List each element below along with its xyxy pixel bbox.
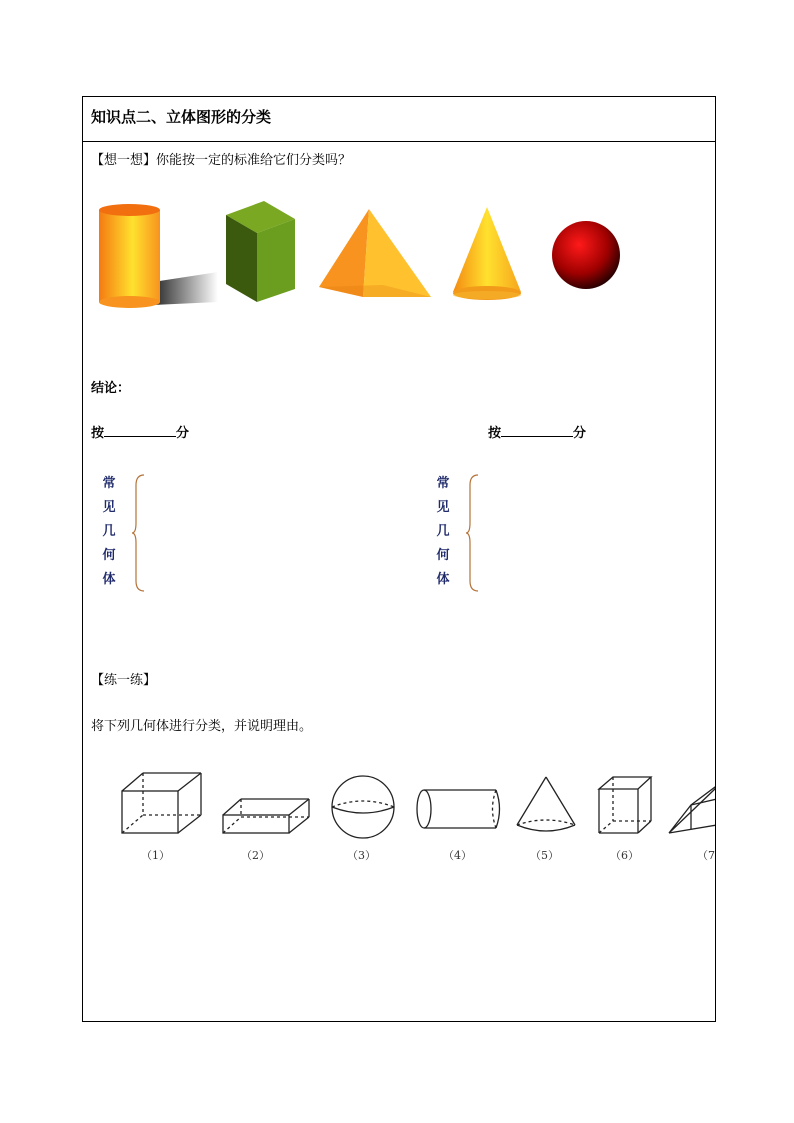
pyramid-icon <box>319 209 431 297</box>
classify-right <box>488 422 586 441</box>
classify-left-suffix: 分 <box>176 426 190 441</box>
solid-label-2: （2） <box>241 849 270 862</box>
solid-label-5: （5） <box>530 849 559 862</box>
vchar: 常 <box>102 476 116 491</box>
cone-icon <box>453 207 521 300</box>
section-title: 知识点二、立体图形的分类 <box>91 108 272 126</box>
classify-right-prefix: 按 <box>488 426 502 441</box>
conclusion-label: 结论： <box>91 381 131 396</box>
classify-left <box>91 422 189 441</box>
common-solids-label-right <box>433 472 453 592</box>
classify-left-prefix: 按 <box>91 426 105 441</box>
sphere-outline-icon <box>332 776 394 838</box>
cuboid-icon <box>226 201 295 302</box>
vchar: 见 <box>436 500 450 515</box>
think-heading: 【想一想】你能按一定的标准给它们分类吗？ <box>91 153 352 168</box>
solid-label-4: （4） <box>443 849 472 862</box>
solid-label-6: （6） <box>610 849 639 862</box>
classify-left-blank[interactable] <box>104 426 176 437</box>
vchar: 常 <box>436 476 450 491</box>
triangular-prism-icon <box>669 787 716 833</box>
practice-heading: 【练一练】 <box>91 673 157 688</box>
solid-label-3: （3） <box>347 849 376 862</box>
shapes-row <box>83 97 716 337</box>
vchar: 见 <box>102 500 116 515</box>
classify-right-suffix: 分 <box>573 426 587 441</box>
vchar: 几 <box>436 524 450 539</box>
prism-icon <box>599 777 651 833</box>
vchar: 体 <box>102 572 116 587</box>
cone-outline-icon <box>517 777 575 831</box>
practice-instruction: 将下列几何体进行分类，并说明理由。 <box>91 719 313 734</box>
common-solids-label-left <box>99 472 119 592</box>
solid-label-7: （7 <box>697 849 715 862</box>
classify-right-blank[interactable] <box>501 426 573 437</box>
cube-icon <box>122 773 201 833</box>
vchar: 何 <box>436 548 450 563</box>
cylinder-icon <box>99 204 218 308</box>
right-brace <box>465 473 481 593</box>
flat-cuboid-icon <box>223 799 309 833</box>
sphere-icon <box>552 221 620 289</box>
cylinder-outline-icon <box>417 790 500 828</box>
worksheet-frame <box>82 96 716 1022</box>
left-brace <box>131 473 147 593</box>
solid-label-1: （1） <box>141 849 170 862</box>
vchar: 几 <box>102 524 116 539</box>
vchar: 体 <box>436 572 450 587</box>
vchar: 何 <box>102 548 116 563</box>
